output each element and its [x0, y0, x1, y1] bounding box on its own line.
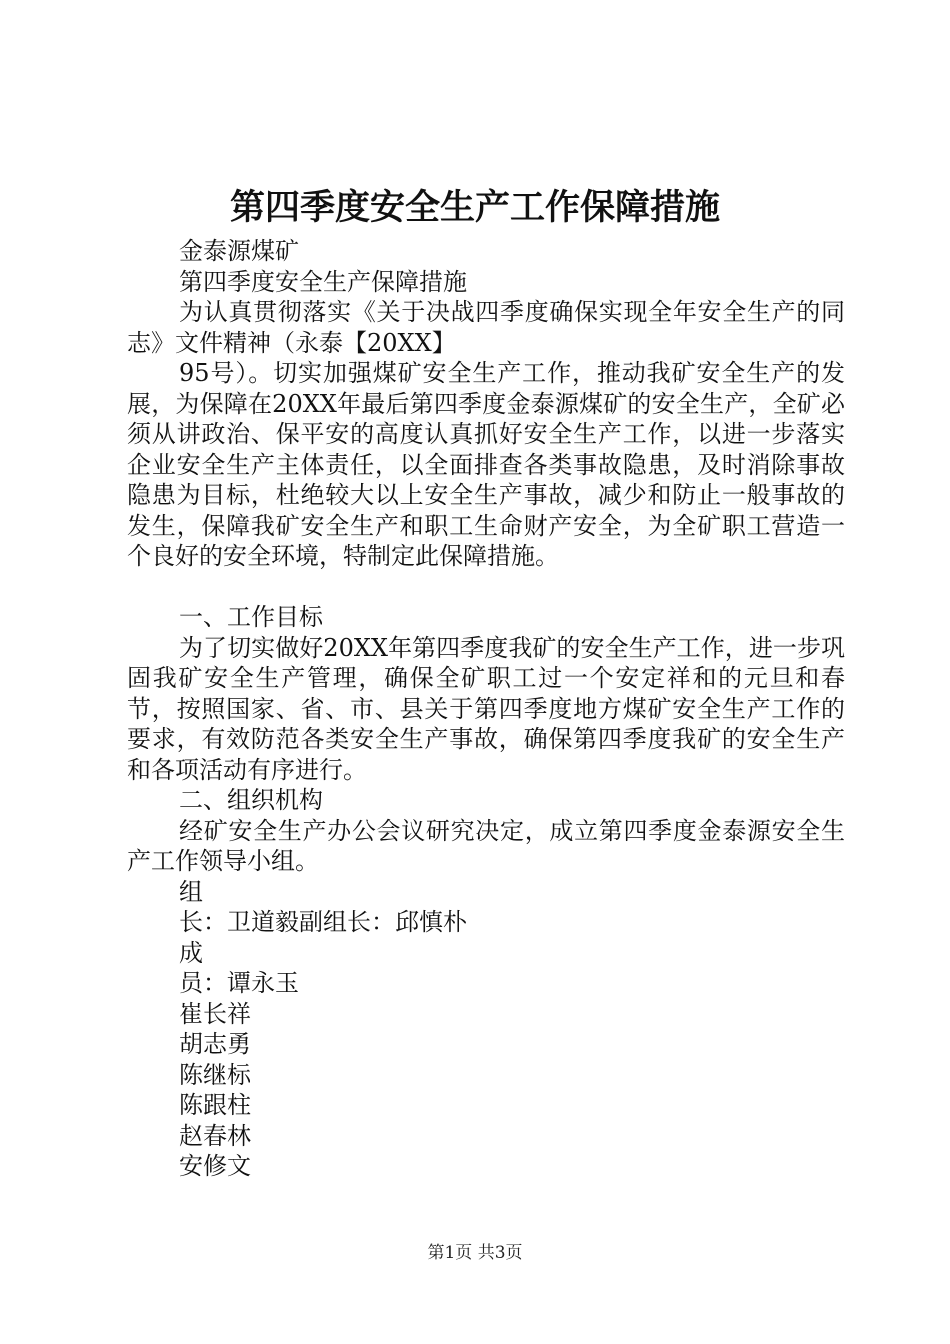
list-item: 崔长祥	[179, 999, 251, 1028]
paragraph-goals: 为了切实做好20XX年第四季度我矿的安全生产工作，进一步巩固我矿安全生产管理，确保全矿职工过一个安定祥和的元旦和春节，按照国家、省、市、县关于第四季度地方煤矿安全生产工作的要求，有效防范各类安全生产事故，确保第四季度我矿的安全生产和各项活动有序进行。	[127, 633, 845, 784]
document-title: 第四季度安全生产工作保障措施	[229, 187, 720, 228]
list-item: 安修文	[179, 1152, 251, 1180]
paragraph-intro: 为认真贯彻落实《关于决战四季度确保实现全年安全生产的同志》文件精神（永泰【20XX】	[127, 298, 845, 357]
list-item: 赵春林	[179, 1121, 251, 1150]
list-item: 成	[179, 938, 203, 967]
paragraph-intro-continued: 95号）。切实加强煤矿安全生产工作，推动我矿安全生产的发展，为保障在20XX年最后第四季度金泰源煤矿的安全生产，全矿必须从讲政治、保平安的高度认真抓好安全生产工作，以进一步落实企业安全生产主体责任，以全面排查各类事故隐患，及时消除事故隐患为目标，杜绝较大以上安全生产事故，减少和防止一般事故的发生，保障我矿安全生产和职工生命财产安全，为全矿职工营造一个良好的安全环境，特制定此保障措施。	[127, 359, 845, 570]
section-heading-goals: 一、工作目标	[179, 603, 323, 631]
list-item: 陈继标	[179, 1060, 251, 1089]
list-item: 长：卫道毅副组长：邱慎朴	[179, 908, 467, 936]
paragraph-subtitle: 第四季度安全生产保障措施	[179, 267, 467, 296]
paragraph-org-name: 金泰源煤矿	[179, 237, 299, 265]
paragraph-organization: 经矿安全生产办公会议研究决定，成立第四季度金泰源安全生产工作领导小组。	[127, 816, 845, 875]
list-item: 员：谭永玉	[179, 969, 299, 997]
section-heading-organization: 二、组织机构	[179, 786, 323, 814]
document-body	[127, 236, 845, 1182]
page-footer: 第1页 共3页	[427, 1243, 523, 1263]
list-item: 胡志勇	[179, 1030, 251, 1058]
paragraph-gap	[127, 572, 845, 603]
list-item: 陈跟柱	[179, 1091, 251, 1119]
list-item: 组	[179, 877, 203, 906]
